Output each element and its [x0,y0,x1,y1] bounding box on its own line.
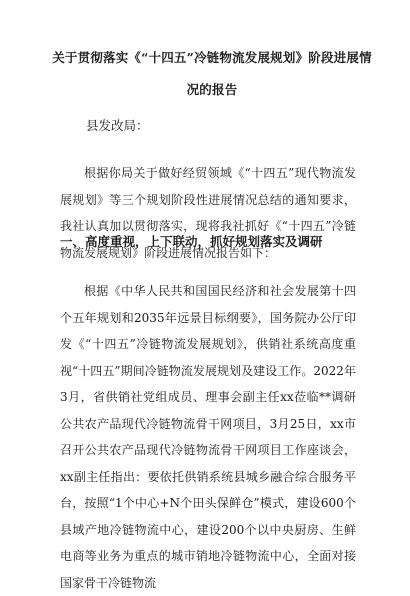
section-1-paragraph: 根据《中华人民共和国国民经济和社会发展第十四个五年规划和2035年远景目标纲要》，国务院办公厅印发《“十四五”冷链物流发展规划》，供销社系统高度重视“十四五”期间冷链物流发展规划及建设工作。2022年3月，省供销社党组成员、理事会副主任xx莅临**调研公共农产品现代冷链物流骨干网项目，3月25日，xx市召开公共农产品现代冷链物流骨干网项目工作座谈会，xx副主任指出：要依托供销系统县城乡融合综合服务平台，按照“1个中心+N个田头保鲜仓”模式，建设600个县域产地冷链物流中心，建设200个以中央厨房、生鲜电商等业务为重点的城市销地冷链物流中心，全面对接国家骨干冷链物流 [60,284,356,590]
intro-paragraph: 根据你局关于做好经贸领域《“十四五”现代物流发展规划》等三个规划阶段性进展情况总结的通知要求，我社认真加以贯彻落实，现将我社抓好《“十四五”冷链物流发展规划》阶段进展情况报告如下： [60,166,356,260]
section-heading-1: 一、高度重视，上下联动，抓好规划落实及调研 [60,234,323,249]
salutation: 县发改局： [86,118,149,133]
document-title: 关于贯彻落实《“十四五”冷链物流发展规划》阶段进展情况的报告 [52,50,372,97]
